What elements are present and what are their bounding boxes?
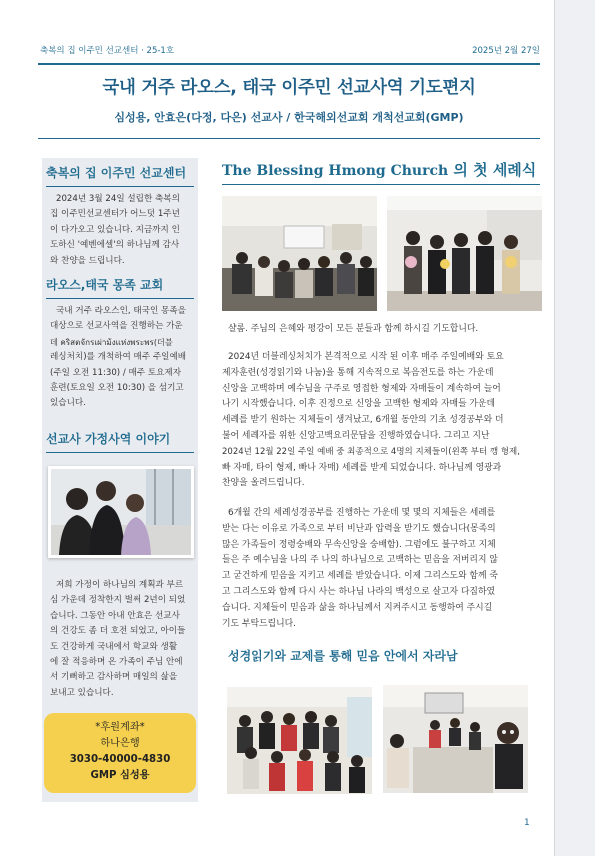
- main-paragraph-2: 6개월 간의 세례성경공부를 진행하는 가운데 몇 몇의 지체들은 세례를 받는 다는 이유로 가족으로 부터 비난과 압력을 받기도 했습니다(몽족의 많은 가족들이 정령숭배와 무속신앙을 숭배함). 그럼에도 불구하고 지체 들은 주 예수님을 나의 주 나의 하나님으로 고백하는 믿음을 저버리지 않 고 굳건하게 믿음을 지키고 세례를 받았습니다. 이제 그리스도와 함께 죽 고 그리스도와 함께 다시 사는 하나님 나라의 백성으로 살고자 다짐하였 습니다. 지체들이 믿음과 삶을 하나님께서 지켜주시고 동행하여 주시길 기도 부탁드립니다.: [222, 508, 498, 629]
- donation-account: 3030-40000-4830: [69, 754, 171, 765]
- main-heading-en: The Blessing Hmong Church: [222, 163, 449, 179]
- sidebar-text-church: 국내 거주 라오스인, 태국인 몽족을 대상으로 선교사역을 진행하는 가운 데 คริสตจักรเผ่าม้งแห่งพระพร(더블 레싱처치)를 개척하여 매주 주일예배 (주일 오전 11:30) / 매주 토요제자 훈련(토요일 오전 10:30) 을 섬기고 있습니다.: [50, 306, 187, 409]
- fellowship-photo: [227, 687, 372, 794]
- family-photo: [48, 466, 194, 558]
- greeting-paragraph: 샬롬. 주님의 은혜와 평강이 모든 분들과 함께 하시길 기도합니다.: [228, 324, 479, 334]
- fellowship-illustration: [227, 687, 372, 794]
- donation-holder: GMP 심성용: [90, 770, 150, 781]
- sidebar: [42, 158, 198, 802]
- donation-title: *후원계좌*: [95, 722, 145, 733]
- main-heading-ko: 의 첫 세례식: [448, 161, 537, 179]
- page-edge: [554, 0, 595, 856]
- baptism-service-illustration: [222, 196, 377, 311]
- baptism-service-photo: [222, 196, 377, 311]
- sidebar-heading-church: 라오스,태국 몽족 교회: [46, 278, 164, 292]
- meal-illustration: [383, 685, 528, 793]
- sidebar-text-center: 2024년 3월 24일 설립한 축복의 집 이주민선교센터가 어느덧 1주년 이 다가오고 있습니다. 지금까지 인 도하신 '예벤에셀'의 하나님께 감사 와 찬양을 드립니다.: [50, 194, 180, 266]
- title-rule: [38, 138, 540, 139]
- page-title: 국내 거주 라오스, 태국 이주민 선교사역 기도편지: [102, 78, 476, 98]
- sidebar-rule: [46, 186, 194, 187]
- page-subtitle: 심성용, 안효은(다정, 다은) 선교사 / 한국해외선교회 개척선교회(GMP): [114, 111, 464, 124]
- baptism-group-illustration: [387, 196, 542, 311]
- issue-date: 2025년 2월 27일: [472, 46, 540, 56]
- meal-photo: [383, 685, 528, 793]
- header-rule: [38, 63, 540, 65]
- family-photo-illustration: [51, 469, 191, 555]
- donation-bank: 하나은행: [100, 738, 140, 749]
- sidebar-rule: [46, 298, 194, 299]
- sidebar-text-family: 저희 가정이 하나님의 계획과 부르 심 가운데 정착한지 벌써 2년이 되었 습니다. 그동안 아내 안효은 선교사 의 건강도 좀 더 호전 되었고, 아이들 도 건강하게 국내에서 학교와 생활 에 잘 적응하며 온 가족이 주님 안에 서 기뻐하고 감사하며 매일의 삶을 보내고 있습니다.: [50, 580, 186, 698]
- baptism-group-photo: [387, 196, 542, 311]
- page-number: 1: [524, 818, 530, 828]
- main-heading-rule: [222, 184, 540, 185]
- sidebar-rule: [46, 452, 194, 453]
- main-paragraph-1: 2024년 더블레싱처치가 본격적으로 시작 된 이후 매주 주일예배와 토요 제자훈련(성경읽기와 나눔)을 통해 지속적으로 복음전도를 하는 가운데 신앙을 고백하며 예수님을 구주로 영접한 형제와 자매들이 계속하여 늘어 나기 시작했습니다. 이후 진정으로 신앙을 고백한 형제와 자매들 가운데 세례를 받기 원하는 지체들이 생겨났고, 6개월 동안의 기초 성경공부와 더 불어 세례자를 위한 신앙고백요리문답을 진행하였습니다. 그리고 지난 2024년 12월 22일 주일 예배 중 최종적으로 4명의 지체들이(왼쪽 부터 깽 형제, 빠 자매, 타이 형제, 빠나 자매) 세례를 받게 되었습니다. 하나님께 영광과 찬양을 올려드립니다.: [222, 352, 520, 489]
- org-issue: 축복의 집 이주민 선교센터 · 25-1호: [40, 46, 175, 56]
- sidebar-heading-family: 선교사 가정사역 이야기: [46, 432, 171, 446]
- sidebar-heading-center: 축복의 집 이주민 선교센터: [46, 166, 187, 180]
- section-heading-bible-reading: 성경읽기와 교제를 통해 믿음 안에서 자라남: [228, 649, 458, 663]
- main-heading: [222, 159, 542, 180]
- donation-box: [44, 713, 196, 793]
